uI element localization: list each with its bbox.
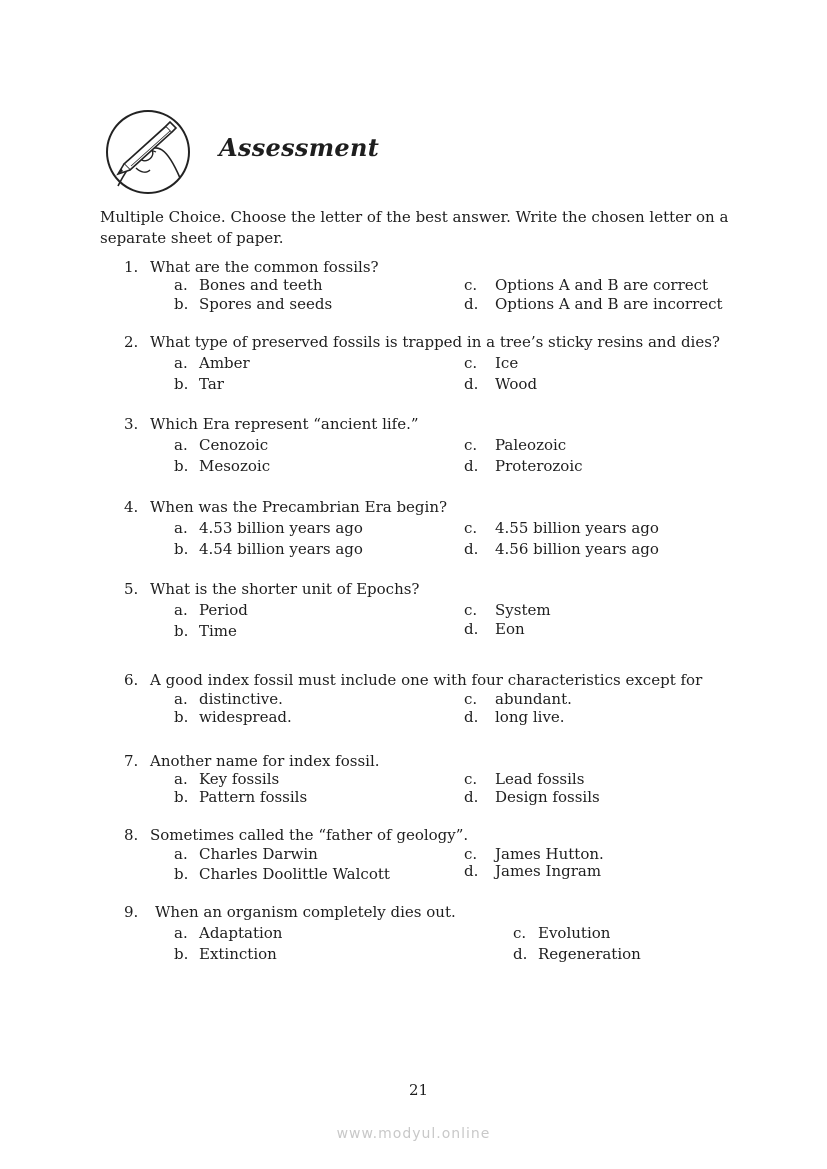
option-c: c. James Hutton.	[464, 845, 604, 863]
option-b: b. Charles Doolittle Walcott	[174, 865, 390, 883]
question-number: 9.	[124, 903, 139, 921]
question-6	[124, 671, 702, 689]
option-a: a. Charles Darwin	[174, 845, 318, 863]
option-d: d. long live.	[464, 708, 565, 726]
page-number: 21	[409, 1081, 429, 1099]
option-d: d. Wood	[464, 375, 538, 393]
question-number: 8.	[124, 826, 139, 844]
option-d: d. Eon	[464, 620, 525, 638]
question-number: 5.	[124, 580, 139, 598]
question-number: 6.	[124, 671, 139, 689]
option-c: c. 4.55 billion years ago	[464, 519, 659, 537]
question-number: 2.	[124, 333, 139, 351]
option-a: a. Period	[174, 601, 248, 619]
option-c: c. abundant.	[464, 690, 572, 708]
question-1	[124, 258, 379, 276]
question-7	[124, 752, 380, 770]
question-text: Another name for index fossil.	[150, 752, 380, 770]
question-text: What type of preserved fossils is trapped in a tree’s sticky resins and dies?	[150, 333, 720, 351]
option-a: a. 4.53 billion years ago	[174, 519, 363, 537]
option-b: b. Time	[174, 622, 237, 640]
option-d: d. Regeneration	[513, 945, 641, 963]
question-number: 3.	[124, 415, 139, 433]
option-a: a. Adaptation	[174, 924, 283, 942]
question-5	[124, 580, 419, 598]
option-a: a. Key fossils	[174, 770, 280, 788]
question-text: Which Era represent “ancient life.”	[150, 415, 419, 433]
option-a: a. distinctive.	[174, 690, 283, 708]
watermark: www.modyul.online	[336, 1126, 491, 1142]
question-text: When was the Precambrian Era begin?	[150, 498, 448, 516]
option-b: b. Tar	[174, 375, 224, 393]
option-d: d. Proterozoic	[464, 457, 583, 475]
option-c: c. Evolution	[513, 924, 611, 942]
question-text: What is the shorter unit of Epochs?	[150, 580, 420, 598]
option-c: c. Ice	[464, 354, 519, 372]
question-4	[124, 498, 447, 516]
option-d: d. James Ingram	[464, 862, 602, 880]
option-b: b. Mesozoic	[174, 457, 271, 475]
option-d: d. Design fossils	[464, 788, 600, 806]
option-b: b. 4.54 billion years ago	[174, 540, 363, 558]
question-8	[124, 826, 468, 844]
option-c: c. Paleozoic	[464, 436, 567, 454]
hand-writing-pencil-icon	[104, 108, 192, 196]
option-c: c. Lead fossils	[464, 770, 585, 788]
option-d: d. Options A and B are incorrect	[464, 295, 723, 313]
option-c: c. Options A and B are correct	[464, 276, 709, 294]
option-a: a. Bones and teeth	[174, 276, 323, 294]
question-number: 7.	[124, 752, 139, 770]
option-a: a. Amber	[174, 354, 250, 372]
instructions: Multiple Choice. Choose the letter of the best answer. Write the chosen letter on a separate sheet of paper.	[100, 208, 729, 247]
question-9	[124, 903, 456, 921]
question-text: Sometimes called the “father of geology”.	[150, 826, 469, 844]
option-d: d. 4.56 billion years ago	[464, 540, 659, 558]
question-text: What are the common fossils?	[150, 258, 379, 276]
question-text: A good index fossil must include one with four characteristics except for	[150, 671, 703, 689]
question-number: 1.	[124, 258, 139, 276]
page-title: Assessment	[219, 133, 380, 162]
option-b: b. widespread.	[174, 708, 292, 726]
option-b: b. Pattern fossils	[174, 788, 308, 806]
option-b: b. Spores and seeds	[174, 295, 333, 313]
option-a: a. Cenozoic	[174, 436, 269, 454]
option-b: b. Extinction	[174, 945, 277, 963]
question-text: When an organism completely dies out.	[155, 903, 456, 921]
question-number: 4.	[124, 498, 139, 516]
question-2	[124, 333, 720, 351]
question-3	[124, 415, 419, 433]
option-c: c. System	[464, 601, 551, 619]
